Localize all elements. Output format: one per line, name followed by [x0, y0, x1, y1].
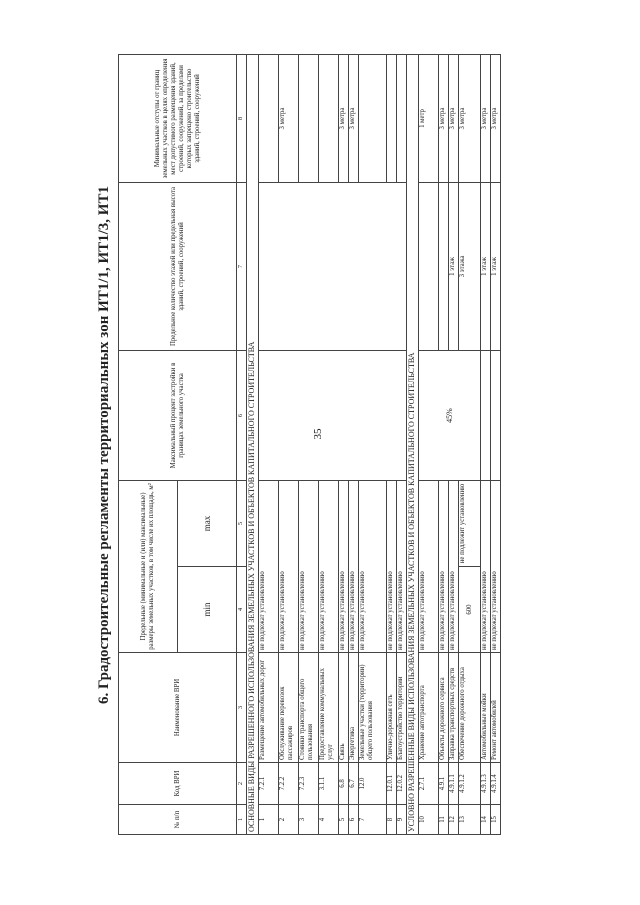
row-num: 3 — [299, 805, 319, 835]
col-number: 7 — [237, 182, 247, 350]
column-numbers-row — [237, 54, 247, 834]
row-num: 11 — [439, 805, 449, 835]
row-name: Заправка транспортных средств — [449, 653, 459, 763]
row-floors: 1 этаж — [491, 182, 501, 350]
header-setback: Минимальные отступы от границ земельных участков в целях определения мест допустимого размещения зданий, строений, сооружений, за пределами которых запрещено строительство зданий, строений, сооружений — [119, 54, 237, 182]
row-setback — [319, 54, 339, 182]
col-number: 1 — [237, 805, 247, 835]
row-setback: 3 метра — [339, 54, 349, 182]
row-name: Благоустройство территории — [397, 653, 407, 763]
row-area: не подлежат установлению — [481, 480, 491, 652]
row-name: Связь — [339, 653, 349, 763]
row-setback — [359, 54, 387, 182]
row-name: Предоставление коммунальных услуг — [319, 653, 339, 763]
row-code: 4.9.1 — [439, 763, 449, 805]
row-floors: 1 этаж — [449, 182, 459, 350]
row-area-max: не подлежит установлению — [459, 480, 481, 566]
row-setback: 3 метра — [491, 54, 501, 182]
col-number: 2 — [237, 763, 247, 805]
row-code: 2.7.1 — [419, 763, 439, 805]
row-code: 12.0.2 — [397, 763, 407, 805]
row-code: 7.2.1 — [259, 763, 279, 805]
row-num: 13 — [459, 805, 481, 835]
col-number: 5 — [237, 480, 247, 566]
row-floors — [419, 182, 439, 350]
row-name: Земельные участки (территории) общего пользования — [359, 653, 387, 763]
table-row — [491, 54, 501, 834]
row-area: не подлежат установлению — [359, 480, 387, 652]
row-num: 8 — [387, 805, 397, 835]
row-area: не подлежат установлению — [419, 480, 439, 652]
row-setback: 3 метра — [449, 54, 459, 182]
row-setback — [387, 54, 397, 182]
header-coverage: Максимальный процент застройки в границах земельного участка — [119, 350, 237, 480]
row-area: не подлежат установлению — [299, 480, 319, 652]
row-area-min: 600 — [459, 567, 481, 653]
row-setback: 3 метра — [459, 54, 481, 182]
row-coverage: 45% — [419, 350, 481, 480]
row-setback: 3 метра — [481, 54, 491, 182]
page-title: 6. Градостроительные регламенты территориальных зон ИТ1/1, ИТ1/3, ИТ1 — [96, 186, 112, 704]
page-number: 35 — [312, 428, 324, 440]
row-name: Размещение автомобильных дорог — [259, 653, 279, 763]
row-code: 4.9.1.1 — [449, 763, 459, 805]
section-conditional-heading: УСЛОВНО РАЗРЕШЕННЫЕ ВИДЫ ИСПОЛЬЗОВАНИЯ ЗЕМЕЛЬНЫХ УЧАСТКОВ И ОБЪЕКТОВ КАПИТАЛЬНОГО СТРОИТЕЛЬСТВА — [407, 54, 419, 834]
row-code: 6.8 — [339, 763, 349, 805]
row-name: Обеспечение дорожного отдыха — [459, 653, 481, 763]
row-name: Энергетика — [349, 653, 359, 763]
col-number: 6 — [237, 350, 247, 480]
row-area: не подлежат установлению — [319, 480, 339, 652]
row-num: 6 — [349, 805, 359, 835]
row-code: 4.9.1.3 — [481, 763, 491, 805]
table-row — [419, 54, 439, 834]
rotated-page-content — [90, 55, 560, 835]
row-setback — [259, 54, 279, 182]
row-code: 7.2.3 — [299, 763, 319, 805]
row-num: 14 — [481, 805, 491, 835]
row-code: 12.0.1 — [387, 763, 397, 805]
row-floors — [439, 182, 449, 350]
row-code: 4.9.1.4 — [491, 763, 501, 805]
header-floors: Предельное количество этажей или предельная высота зданий, строений, сооружений — [119, 182, 237, 350]
row-name: Объекты дорожного сервиса — [439, 653, 449, 763]
section-main-heading: ОСНОВНЫЕ ВИДЫ РАЗРЕШЕННОГО ИСПОЛЬЗОВАНИЯ ЗЕМЕЛЬНЫХ УЧАСТКОВ И ОБЪЕКТОВ КАПИТАЛЬНОГО СТРОИТЕЛЬСТВА — [247, 54, 259, 834]
row-setback: 1 метр — [419, 54, 439, 182]
row-setback: 3 метра — [439, 54, 449, 182]
row-num: 15 — [491, 805, 501, 835]
header-name: Наименование ВРИ — [119, 653, 237, 763]
row-area: не подлежат установлению — [439, 480, 449, 652]
table-row — [259, 54, 279, 834]
row-floors: 1 этаж — [481, 182, 491, 350]
header-code: Код ВРИ — [119, 763, 237, 805]
row-setback: 3 метра — [279, 54, 299, 182]
row-coverage — [259, 350, 407, 480]
col-number: 4 — [237, 567, 247, 653]
col-number: 8 — [237, 54, 247, 182]
row-num: 12 — [449, 805, 459, 835]
row-area: не подлежат установлению — [259, 480, 279, 652]
row-area: не подлежат установлению — [397, 480, 407, 652]
row-name: Обслуживание перевозок пассажиров — [279, 653, 299, 763]
row-setback — [397, 54, 407, 182]
row-area: не подлежат установлению — [449, 480, 459, 652]
row-num: 5 — [339, 805, 349, 835]
row-code: 4.9.1.2 — [459, 763, 481, 805]
regulations-table — [118, 54, 501, 835]
row-code: 3.1.1 — [319, 763, 339, 805]
row-area: не подлежат установлению — [387, 480, 397, 652]
row-num: 4 — [319, 805, 339, 835]
col-number: 3 — [237, 653, 247, 763]
header-num: № п/п — [119, 805, 237, 835]
row-floors — [259, 182, 407, 350]
row-num: 7 — [359, 805, 387, 835]
row-coverage — [491, 350, 501, 480]
row-name: Улично-дорожная сеть — [387, 653, 397, 763]
row-name: Ремонт автомобилей — [491, 653, 501, 763]
row-name: Стоянки транспорта общего пользования — [299, 653, 319, 763]
row-area: не подлежат установлению — [339, 480, 349, 652]
row-name: Хранение автотранспорта — [419, 653, 439, 763]
row-code: 6.7 — [349, 763, 359, 805]
row-setback — [299, 54, 319, 182]
header-area: Предельные (минимальные и (или) максимальные) размеры земельных участков, в том числе их площадь, м² — [119, 480, 178, 652]
table-row — [481, 54, 491, 834]
row-code: 7.2.2 — [279, 763, 299, 805]
row-num: 10 — [419, 805, 439, 835]
row-name: Автомобильные мойки — [481, 653, 491, 763]
row-area: не подлежат установлению — [349, 480, 359, 652]
row-num: 9 — [397, 805, 407, 835]
row-area: не подлежат установлению — [491, 480, 501, 652]
header-min: min — [178, 567, 237, 653]
row-floors: 3 этажа — [459, 182, 481, 350]
header-max: max — [178, 480, 237, 566]
row-code: 12.0 — [359, 763, 387, 805]
row-area: не подлежат установлению — [279, 480, 299, 652]
row-num: 2 — [279, 805, 299, 835]
row-setback: 3 метра — [349, 54, 359, 182]
row-num: 1 — [259, 805, 279, 835]
row-coverage — [481, 350, 491, 480]
